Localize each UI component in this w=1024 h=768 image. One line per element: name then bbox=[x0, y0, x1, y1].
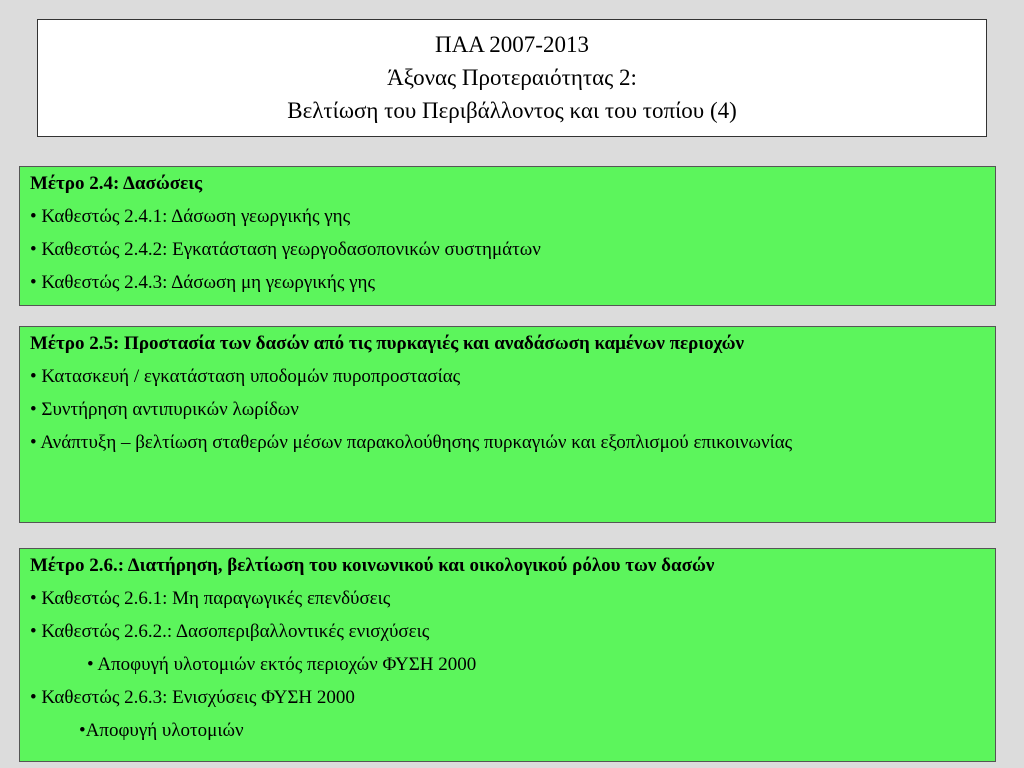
title-line-program: ΠΑΑ 2007-2013 bbox=[435, 31, 589, 57]
measure-subitem: •Αποφυγή υλοτομιών bbox=[79, 720, 244, 741]
measure-box-2-5 bbox=[19, 326, 996, 523]
measure-item: • Καθεστώς 2.6.2.: Δασοπεριβαλλοντικές ενισχύσεις bbox=[30, 621, 430, 642]
measure-box-2-4 bbox=[19, 166, 996, 306]
measure-item: • Καθεστώς 2.6.3: Ενισχύσεις ΦΥΣΗ 2000 bbox=[30, 687, 355, 708]
measure-box-2-6 bbox=[19, 548, 996, 762]
title-line-subject: Βελτίωση του Περιβάλλοντος και του τοπίου (4) bbox=[287, 97, 737, 123]
measure-heading: Μέτρο 2.6.: Διατήρηση, βελτίωση του κοινωνικού και οικολογικού ρόλου των δασών bbox=[30, 555, 715, 576]
measure-heading: Μέτρο 2.4: Δασώσεις bbox=[30, 173, 203, 194]
measure-item: • Καθεστώς 2.4.3: Δάσωση μη γεωργικής γης bbox=[30, 272, 375, 293]
measure-item: • Καθεστώς 2.4.2: Εγκατάσταση γεωργοδασοπονικών συστημάτων bbox=[30, 239, 541, 260]
measure-item: • Ανάπτυξη – βελτίωση σταθερών μέσων παρακολούθησης πυρκαγιών και εξοπλισμού επικοινωνίας bbox=[30, 432, 793, 453]
measure-item: • Καθεστώς 2.4.1: Δάσωση γεωργικής γης bbox=[30, 206, 351, 227]
measure-heading: Μέτρο 2.5: Προστασία των δασών από τις πυρκαγιές και αναδάσωση καμένων περιοχών bbox=[30, 333, 745, 354]
measure-item: • Κατασκευή / εγκατάσταση υποδομών πυροπροστασίας bbox=[30, 366, 461, 387]
title-line-axis: Άξονας Προτεραιότητας 2: bbox=[387, 64, 637, 90]
measure-item: • Συντήρηση αντιπυρικών λωρίδων bbox=[30, 399, 299, 420]
measure-item: • Καθεστώς 2.6.1: Μη παραγωγικές επενδύσεις bbox=[30, 588, 391, 609]
slide-title bbox=[37, 19, 987, 137]
measure-subitem: • Αποφυγή υλοτομιών εκτός περιοχών ΦΥΣΗ 2000 bbox=[87, 654, 477, 675]
